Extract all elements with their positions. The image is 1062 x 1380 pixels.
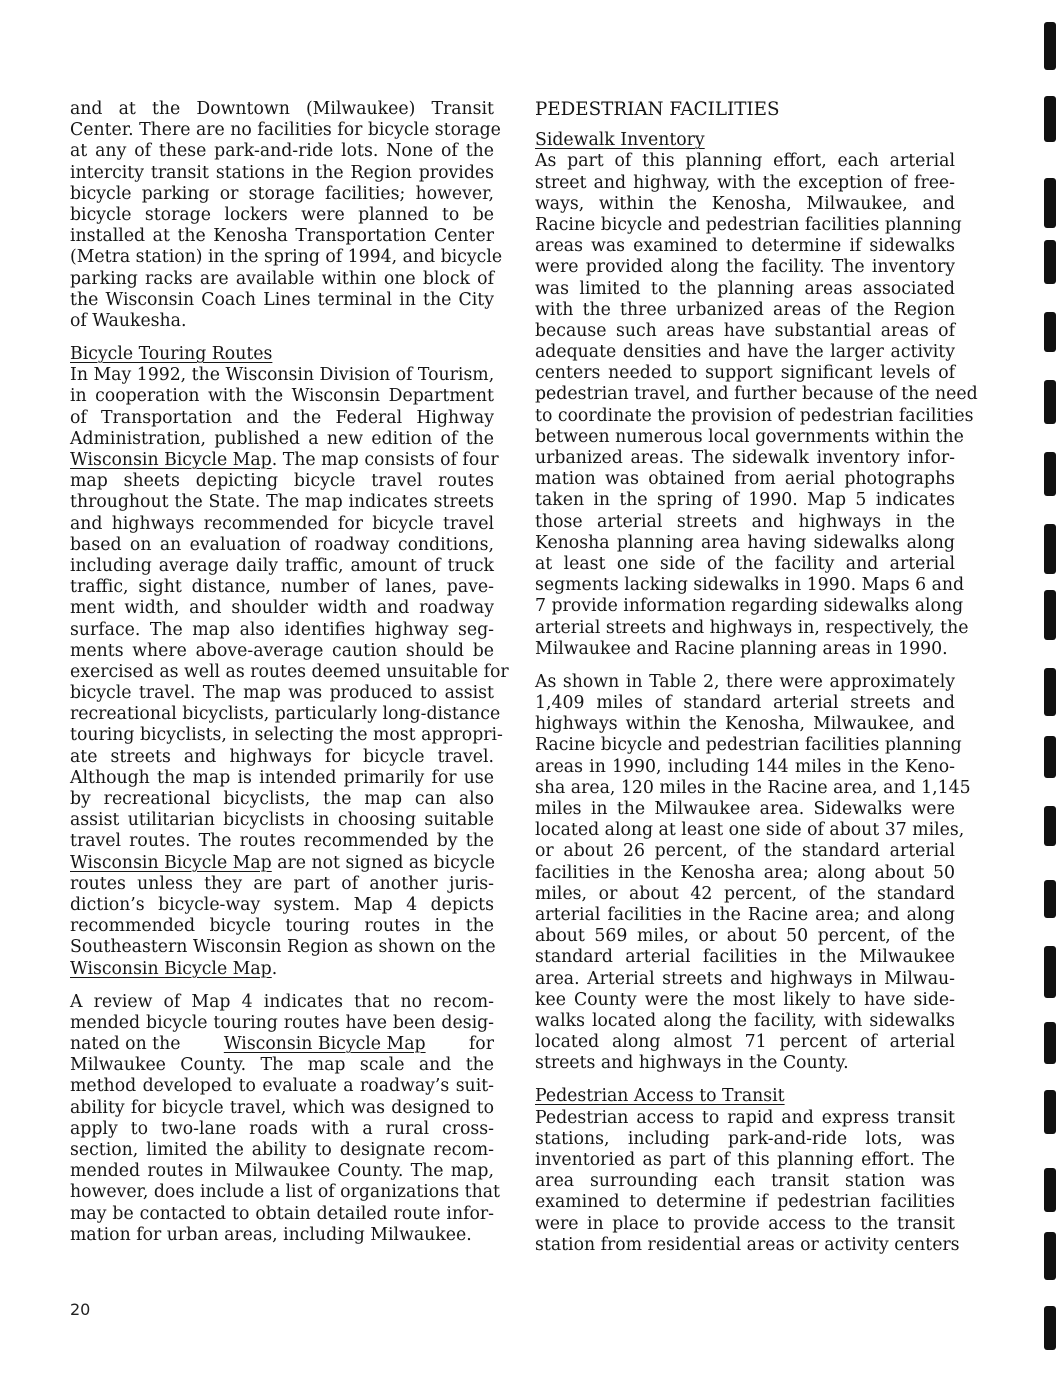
text-line: ways, within the Kenosha, Milwaukee, and (535, 193, 955, 214)
text-line: may be contacted to obtain detailed route infor- (70, 1203, 494, 1224)
text-fragment: . The map consists of four (271, 450, 499, 470)
paragraph-storage (70, 99, 503, 332)
binding-mark (1044, 736, 1056, 778)
text-line: intercity transit stations in the Region provides (70, 162, 494, 183)
left-column (70, 99, 509, 1246)
text-line: streets and highways in the County. (535, 1053, 849, 1074)
text-line: mended routes in Milwaukee County. The map, (70, 1161, 494, 1182)
binding-mark (1044, 1232, 1056, 1280)
section-heading: PEDESTRIAN FACILITIES (535, 99, 780, 120)
text-line: however, does include a list of organizations that (70, 1182, 500, 1203)
text-line: in cooperation with the Wisconsin Department (70, 386, 494, 407)
binding-mark (1044, 452, 1056, 496)
text-line: Milwaukee and Racine planning areas in 1990. (535, 638, 948, 659)
text-line: with the three urbanized areas of the Region (535, 299, 955, 320)
text-line: areas in 1990, including 144 miles in the Keno- (535, 756, 955, 777)
text-line: 1,409 miles of standard arterial streets and (535, 693, 955, 714)
text-line: street and highway, with the exception of free- (535, 172, 955, 193)
binding-mark (1044, 1022, 1056, 1064)
text-line: area surrounding each transit station was (535, 1171, 955, 1192)
binding-mark (1044, 1090, 1056, 1134)
paragraph-pedestrian-access (535, 1107, 960, 1256)
text-line: mation for urban areas, including Milwaukee. (70, 1224, 472, 1245)
text-line: of Transportation and the Federal Highway (70, 407, 494, 428)
text-line: walks located along the facility, with sidewalks (535, 1010, 955, 1031)
text-line: mation was obtained from aerial photographs (535, 469, 955, 490)
binding-mark (1044, 1168, 1056, 1212)
text-line: throughout the State. The map indicates streets (70, 492, 494, 513)
text-line: Racine bicycle and pedestrian facilities planning (535, 214, 962, 235)
text-fragment: for (463, 1034, 494, 1055)
text-line (70, 959, 494, 980)
text-line: area. Arterial streets and highways in Milwau- (535, 968, 955, 989)
text-line: sha area, 120 miles in the Racine area, and 1,145 (535, 777, 971, 798)
text-line: assist utilitarian bicyclists in choosing suitable (70, 810, 494, 831)
text-line: Although the map is intended primarily for use (70, 767, 494, 788)
text-line: In May 1992, the Wisconsin Division of Tourism, (70, 365, 495, 386)
paragraph-map-review (70, 991, 500, 1246)
text-line: about 569 miles, or about 50 percent, of the (535, 926, 955, 947)
paragraph-sidewalk-statistics (535, 671, 971, 1075)
text-line: ate streets and highways for bicycle travel. (70, 746, 494, 767)
text-line: based on an evaluation of roadway conditions, (70, 534, 494, 555)
text-line: bicycle parking or storage facilities; however, (70, 183, 494, 204)
text-line: the Wisconsin Coach Lines terminal in the City (70, 289, 494, 310)
text-line: adequate densities and have the larger activity (535, 342, 955, 363)
text-line: arterial facilities in the Racine area; and along (535, 904, 955, 925)
subheading-text: Pedestrian Access to Transit (535, 1086, 785, 1107)
text-line: highways within the Kenosha, Milwaukee, and (535, 714, 955, 735)
map-title-reference: Wisconsin Bicycle Map (70, 450, 272, 470)
text-fragment: are not signed as bicycle (271, 852, 495, 873)
text-line: routes unless they are part of another juris- (70, 873, 494, 894)
text-line: miles in the Milwaukee area. Sidewalks were (535, 799, 955, 819)
text-line: bicycle storage lockers were planned to be (70, 204, 494, 225)
text-line: pedestrian travel, and further because of the need (535, 384, 978, 405)
text-line: areas was examined to determine if sidewalks (535, 236, 955, 257)
text-line: 7 provide information regarding sidewalks along (535, 596, 964, 617)
text-line: travel routes. The routes recommended by the (70, 831, 494, 852)
text-line: were provided along the facility. The inventory (535, 257, 955, 278)
text-line: inventoried as part of this planning effort. The (535, 1150, 955, 1170)
right-column (535, 99, 978, 1256)
text-line: Milwaukee County. The map scale and the (70, 1055, 494, 1076)
text-line: Racine bicycle and pedestrian facilities planning (535, 735, 962, 756)
text-line: bicycle travel. The map was produced to assist (70, 683, 494, 704)
text-line: touring bicyclists, in selecting the most appropri- (70, 725, 503, 746)
subheading-touring-routes (70, 344, 494, 365)
text-line: traffic, sight distance, number of lanes, pave- (70, 577, 494, 598)
text-line: Southeastern Wisconsin Region as shown on the (70, 937, 496, 958)
text-line: recommended bicycle touring routes in the (70, 916, 494, 937)
text-line: As part of this planning effort, each arterial (535, 151, 955, 172)
text-line: standard arterial facilities in the Milwaukee (535, 947, 955, 968)
text-line: urbanized areas. The sidewalk inventory infor- (535, 448, 955, 468)
text-line: at any of these park-and-ride lots. None of the (70, 141, 494, 162)
binding-mark (1044, 590, 1056, 640)
text-fragment: . (271, 958, 278, 979)
map-title-reference: Wisconsin Bicycle Map (223, 1034, 426, 1055)
text-line: ability for bicycle travel, which was designed to (70, 1097, 494, 1118)
binding-mark (1044, 1306, 1056, 1350)
text-line: miles, or about 42 percent, of the standard (535, 883, 955, 904)
text-line: apply to two-lane roads with a rural cross- (70, 1118, 494, 1139)
text-line: of Waukesha. (70, 310, 187, 331)
text-line: by recreational bicyclists, the map can also (70, 789, 494, 809)
text-line (70, 853, 494, 874)
text-line: were in place to provide access to the transit (535, 1213, 955, 1234)
binding-mark (1044, 22, 1056, 70)
text-line: ment width, and shoulder width and roadway (70, 598, 494, 619)
binding-mark (1044, 312, 1056, 352)
paragraph-touring (70, 365, 509, 979)
text-line: mended bicycle touring routes have been desig- (70, 1012, 494, 1033)
binding-mark (1044, 380, 1056, 424)
text-line: installed at the Kenosha Transportation Center (70, 226, 494, 247)
text-line: because such areas have substantial areas of (535, 320, 955, 341)
text-line: Pedestrian access to rapid and express transit (535, 1107, 955, 1128)
text-fragment: nated on the (70, 1034, 186, 1055)
text-line: or about 26 percent, of the standard arterial (535, 841, 955, 862)
subheading-pedestrian-access (535, 1086, 955, 1107)
page-number: 20 (70, 1300, 91, 1319)
text-line: map sheets depicting bicycle travel routes (70, 471, 494, 492)
subheading-sidewalk-inventory (535, 130, 955, 151)
text-line: As shown in Table 2, there were approximately (535, 671, 955, 692)
text-line: kee County were the most likely to have side- (535, 989, 955, 1010)
binding-mark (1044, 946, 1056, 998)
map-title-reference: Wisconsin Bicycle Map (70, 958, 272, 979)
text-line: examined to determine if pedestrian facilities (535, 1192, 955, 1213)
text-line: exercised as well as routes deemed unsuitable for (70, 661, 509, 682)
subheading-text: Sidewalk Inventory (535, 130, 705, 151)
text-line: to coordinate the provision of pedestrian facilities (535, 405, 974, 426)
binding-mark (1044, 668, 1056, 716)
text-line: stations, including park-and-ride lots, was (535, 1128, 955, 1149)
text-line: between numerous local governments within the (535, 426, 964, 447)
text-line: and highways recommended for bicycle travel (70, 513, 494, 534)
text-line: was limited to the planning areas associated (535, 278, 955, 299)
binding-mark (1044, 880, 1056, 918)
binding-mark (1044, 806, 1056, 846)
text-line: diction’s bicycle-way system. Map 4 depicts (70, 894, 494, 915)
text-line: taken in the spring of 1990. Map 5 indicates (535, 490, 955, 511)
text-line: including average daily traffic, amount of truck (70, 555, 494, 576)
text-line: surface. The map also identifies highway seg- (70, 619, 494, 640)
text-line: segments lacking sidewalks in 1990. Maps 6 and (535, 575, 965, 596)
text-line: parking racks are available within one block of (70, 268, 494, 289)
text-line: arterial streets and highways in, respectively, the (535, 617, 969, 638)
text-line: at least one side of the facility and arterial (535, 553, 955, 574)
text-line (70, 450, 499, 471)
map-title-reference: Wisconsin Bicycle Map (70, 852, 272, 873)
text-line: Center. There are no facilities for bicycle storage (70, 120, 501, 141)
binding-mark (1044, 524, 1056, 574)
text-line: and at the Downtown (Milwaukee) Transit (70, 99, 494, 119)
binding-mark (1044, 178, 1056, 228)
subheading-text: Bicycle Touring Routes (70, 344, 273, 365)
text-line: (Metra station) in the spring of 1994, and bicycle (70, 247, 503, 268)
binding-mark (1044, 240, 1056, 284)
text-line: method developed to evaluate a roadway’s suit- (70, 1076, 494, 1097)
text-line: centers needed to support significant levels of (535, 363, 955, 384)
text-line: Administration, published a new edition of the (70, 428, 494, 449)
text-line: those arterial streets and highways in the (535, 511, 955, 532)
text-line: recreational bicyclists, particularly long-distance (70, 704, 501, 725)
text-line: facilities in the Kenosha area; along about 50 (535, 862, 955, 883)
text-line: station from residential areas or activity centers (535, 1234, 960, 1255)
text-line: located along at least one side of about 37 miles, (535, 820, 965, 841)
paragraph-sidewalk-inventory (535, 151, 978, 660)
text-line: located along almost 71 percent of arterial (535, 1032, 955, 1053)
text-line: section, limited the ability to designate recom- (70, 1140, 494, 1160)
text-line: A review of Map 4 indicates that no recom- (70, 991, 494, 1012)
text-line (70, 1034, 494, 1055)
text-line: Kenosha planning area having sidewalks along (535, 532, 955, 553)
binding-mark (1044, 96, 1056, 142)
text-line: ments where above-average caution should be (70, 640, 494, 661)
